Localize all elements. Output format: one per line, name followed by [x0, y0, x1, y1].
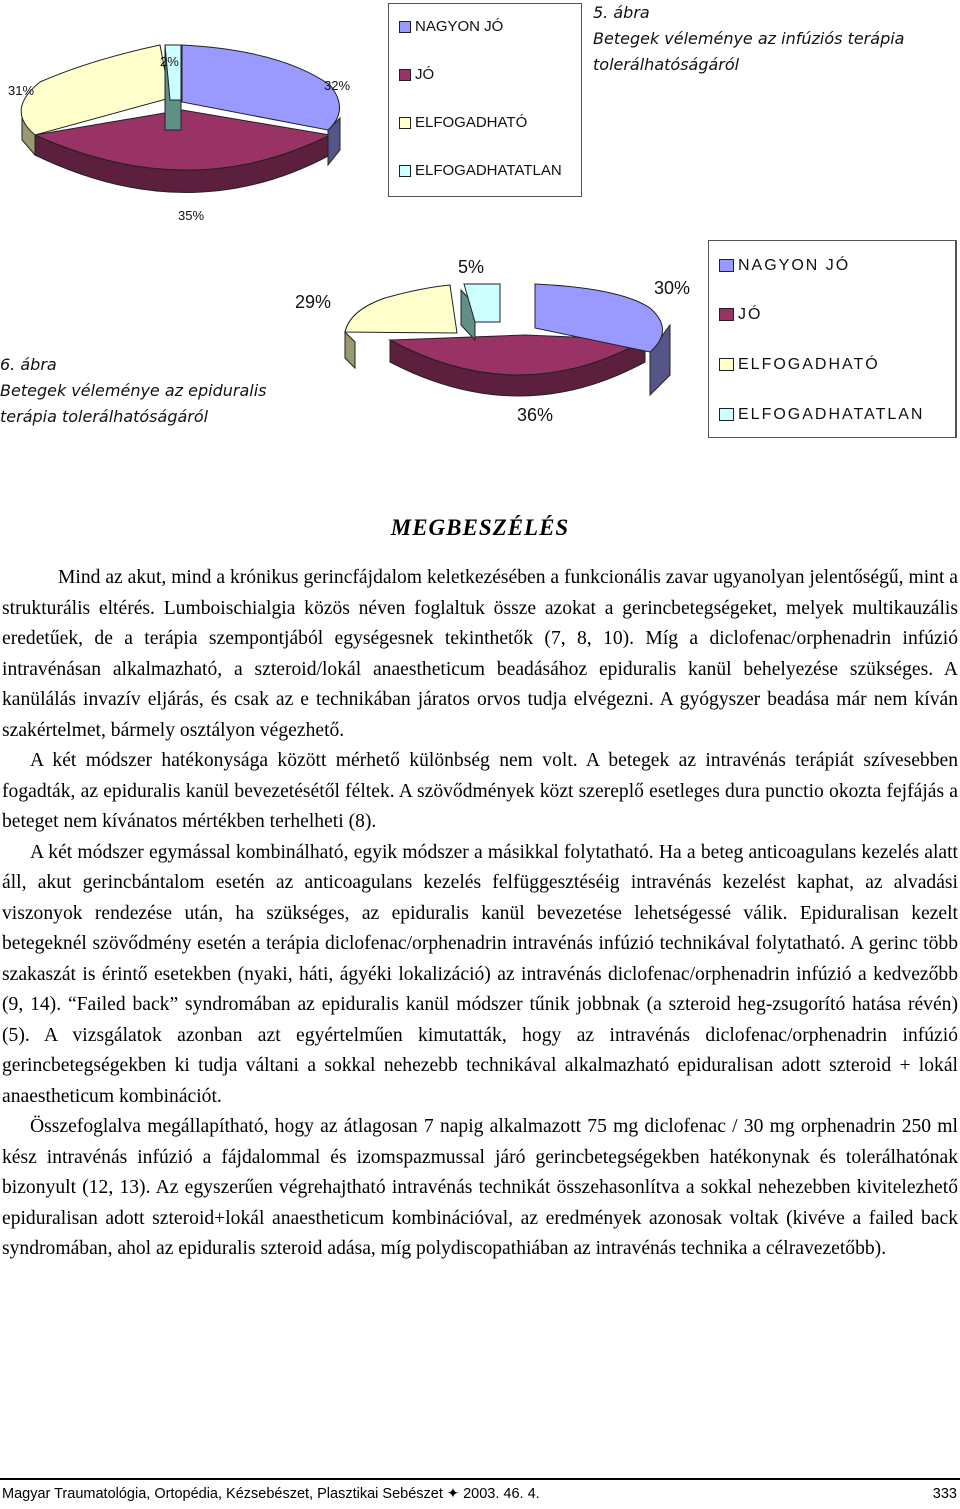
figure-5-title: Betegek véleménye az infúziós terápia tolerálhatóságáról [593, 29, 905, 74]
footer-issue: 2003. 46. 4. [463, 1486, 540, 1502]
legend5-item-nagyon-jo [399, 18, 503, 35]
pie6-label-elfogadhato: 29% [295, 292, 332, 312]
figure-5 [0, 0, 960, 230]
footer-rule [0, 1478, 960, 1480]
body-text [2, 563, 958, 1265]
pie6-slice-elfogadhato [345, 285, 457, 333]
legend6-label: ELFOGADHATATLAN [738, 406, 925, 423]
pie6-label-nagyon-jo: 30% [654, 278, 691, 298]
legend5-item-jo [399, 66, 434, 83]
legend6-item-jo [719, 306, 762, 324]
section-heading-wrap [0, 515, 960, 541]
legend-5 [388, 3, 582, 197]
legend5-swatch-elfogadhato [399, 117, 411, 129]
pie5-label-elfogadhatatlan: 2% [160, 54, 179, 69]
legend6-swatch-elfogadhato [719, 358, 734, 371]
figure-5-caption [593, 0, 933, 78]
legend6-swatch-nagyon-jo [719, 259, 734, 272]
figure-6-number: 6. ábra [0, 355, 57, 374]
legend5-label: JÓ [415, 66, 435, 83]
pie6-label-jo: 36% [517, 405, 554, 425]
pie5-label-elfogadhato: 31% [8, 83, 35, 98]
legend5-swatch-nagyon-jo [399, 21, 411, 33]
legend6-swatch-jo [719, 308, 734, 321]
legend6-item-nagyon-jo [719, 257, 850, 275]
figure-5-number: 5. ábra [593, 3, 650, 22]
pie5-label-nagyon-jo: 32% [324, 78, 351, 93]
footer [2, 1486, 957, 1506]
paragraph-3: A két módszer egymással kombinálható, egyik módszer a másikkal folytatható. Ha a beteg anticoagulans kezelés alatt áll, akut gerincbántalom esetén az anticoagulans kezelés felfüggesztéséig intravénás kezelést kaphat, az alvadási viszonyok rendezése után, ha szükséges, az epiduralis kanül bevezetése lehetségessé válik. Epiduralisan kezelt betegeknél szövődmény esetén a terápia diclofenac/orphenadrin intravénás infúzió technikával folytatható. A gerinc több szakaszát is érintő esetekben (nyaki, háti, ágyéki lokalizáció) az intravénás diclofenac/orphenadrin infúzió a kedvezőbb (9, 14). “Failed back” syndromában az epiduralis kanül módszer tűnik jobbnak (a szteroid heg-zsugorító hatása révén) (5). A vizsgálatok azonban azt egyértelműen kimutatták, hogy az intravénás diclofenac/orphenadrin infúzió gerincbetegségekben ki tudja váltani a sokkal nehezebb technikával alkalmazható epiduralisan adott szteroid + lokál anaestheticum kombinációt. [2, 841, 958, 1107]
pie-chart-5 [0, 0, 380, 230]
legend5-label: NAGYON JÓ [415, 18, 504, 35]
legend6-item-elfogadhato [719, 356, 880, 374]
legend5-swatch-elfogadhatatlan [399, 165, 411, 177]
figure-6 [0, 230, 960, 450]
star-icon: ✦ [446, 1486, 460, 1502]
legend5-item-elfogadhato [399, 114, 527, 131]
section-heading: MEGBESZÉLÉS [390, 515, 570, 540]
paragraph-2: A két módszer hatékonysága között mérhető különbség nem volt. A betegek az intravénás terápiát szívesebben fogadták, az epiduralis kanül bevezetésétől féltek. A szövődmények közt szereplő esetleges dura punctio okozta fejfájás a beteget nem kívánatos mértékben terhelheti (8). [2, 750, 958, 832]
legend6-label: ELFOGADHATÓ [738, 356, 880, 373]
legend5-item-elfogadhatatlan [399, 162, 562, 179]
legend-6 [708, 240, 957, 438]
figure-6-caption [0, 352, 290, 430]
paragraph-4: Összefoglalva megállapítható, hogy az átlagosan 7 napig alkalmazott 75 mg diclofenac / 30 mg orphenadrin 250 ml kész intravénás infúzió a fájdalommal és izomspazmussal járó gerincbetegségekben hatékonynak és tolerálhatónak bizonyult (12, 13). Az egyszerűen végrehajtható intravénás technikát összehasonlítva a sokkal nehezebben kivitelezhető epiduralisan adott szteroid+lokál anaestheticum kombinációval, az eredmények azonosak voltak (kivéve a failed back syndromában, ahol az epiduralis szteroid adása, míg polydiscopathiában az intravénás technika a célravezetőbb). [2, 1116, 958, 1259]
legend6-label: JÓ [738, 306, 763, 323]
pie5-label-jo: 35% [178, 208, 205, 223]
legend5-swatch-jo [399, 69, 411, 81]
footer-journal: Magyar Traumatológia, Ortopédia, Kézsebészet, Plasztikai Sebészet [2, 1486, 443, 1502]
page-number: 333 [932, 1486, 957, 1502]
legend5-label: ELFOGADHATATLAN [415, 162, 562, 179]
legend6-item-elfogadhatatlan [719, 406, 924, 424]
pie-chart-6 [330, 270, 700, 450]
legend5-label: ELFOGADHATÓ [415, 114, 528, 131]
paragraph-1: Mind az akut, mind a krónikus gerincfájdalom keletkezésében a funkcionális zavar ugyanolyan jelentőségű, mint a strukturális eltérés. Lumboischialgia közös néven foglaltuk össze azokat a gerincbetegségeket, melyek multikauzális eredetűek, de a terápia szempontjából egységesnek tekinthetők (7, 8, 10). Míg a diclofenac/orphenadrin infúzió intravénásan alkalmazható, a szteroid/lokál anaestheticum beadásához epiduralis kanül behelyezése szükséges. A kanülálás invazív eljárás, és csak az e technikában járatos orvos tudja elvégezni. A gyógyszer beadása már nem kíván szakértelmet, bármely osztályon végezhető. [2, 567, 958, 741]
figure-6-title: Betegek véleménye az epiduralis terápia tolerálhatóságáról [0, 381, 267, 426]
pie6-side-elfogadhato [345, 332, 355, 368]
legend6-label: NAGYON JÓ [738, 257, 851, 274]
pie6-label-elfogadhatatlan: 5% [458, 257, 485, 277]
legend6-swatch-elfogadhatatlan [719, 408, 734, 421]
